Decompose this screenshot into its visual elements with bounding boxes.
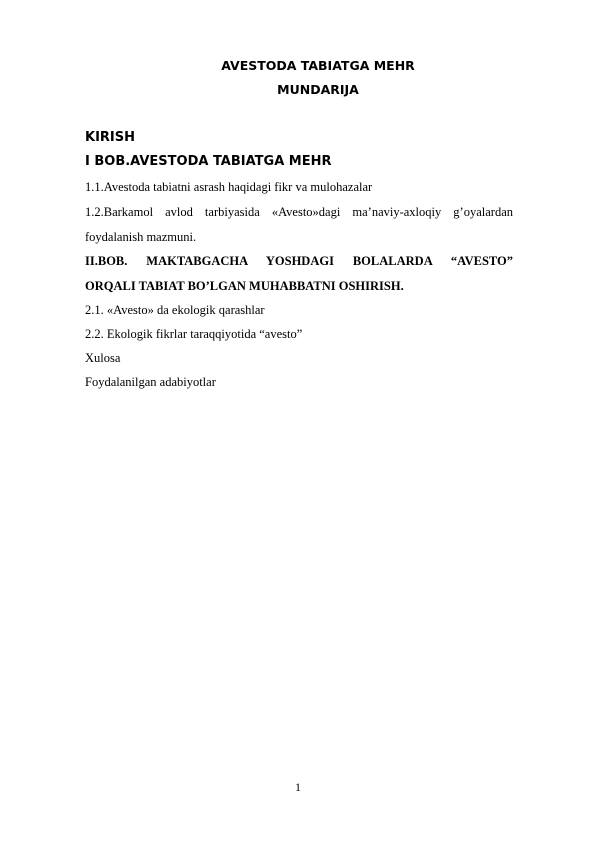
toc-item-2-1 (85, 302, 513, 318)
toc-intro-label: KIRISH (85, 130, 136, 145)
toc-references (85, 374, 513, 390)
toc-item-1-1-label: 1.1.Avestoda tabiatni asrash haqidagi fikr va mulohazalar (85, 180, 373, 194)
toc-chapter-2-continued (85, 278, 513, 294)
toc-chapter-1-label: I BOB.AVESTODA TABIATGA MEHR (85, 154, 332, 169)
toc-references-label: Foydalanilgan adabiyotlar (85, 375, 216, 389)
toc-chapter-2-line1: II.BOB. MAKTABGACHA YOSHDAGI BOLALARDA “AVESTO” (85, 254, 513, 268)
page-number: 1 (295, 780, 301, 794)
toc-intro (85, 130, 513, 146)
toc-item-1-1 (85, 179, 513, 195)
document-title: AVESTODA TABIATGA MEHR (221, 58, 415, 73)
toc-item-2-1-label: 2.1. «Avesto» da ekologik qarashlar (85, 303, 265, 317)
document-subtitle: MUNDARIJA (277, 82, 359, 97)
toc-item-1-2-line2: foydalanish mazmuni. (85, 230, 197, 244)
toc-chapter-2 (85, 253, 513, 269)
toc-conclusion (85, 350, 513, 366)
toc-item-2-2 (85, 326, 513, 342)
toc-item-2-2-label: 2.2. Ekologik fikrlar taraqqiyotida “avesto” (85, 327, 303, 341)
toc-item-1-2-line1: 1.2.Barkamol avlod tarbiyasida «Avesto»dagi ma’naviy-axloqiy g’oyalardan (85, 205, 513, 219)
toc-item-1-2 (85, 204, 513, 220)
toc-chapter-2-line2: ORQALI TABIAT BO’LGAN MUHABBATNI OSHIRISH. (85, 279, 404, 293)
toc-conclusion-label: Xulosa (85, 351, 121, 365)
toc-item-1-2-continued (85, 229, 513, 245)
toc-chapter-1 (85, 154, 513, 170)
